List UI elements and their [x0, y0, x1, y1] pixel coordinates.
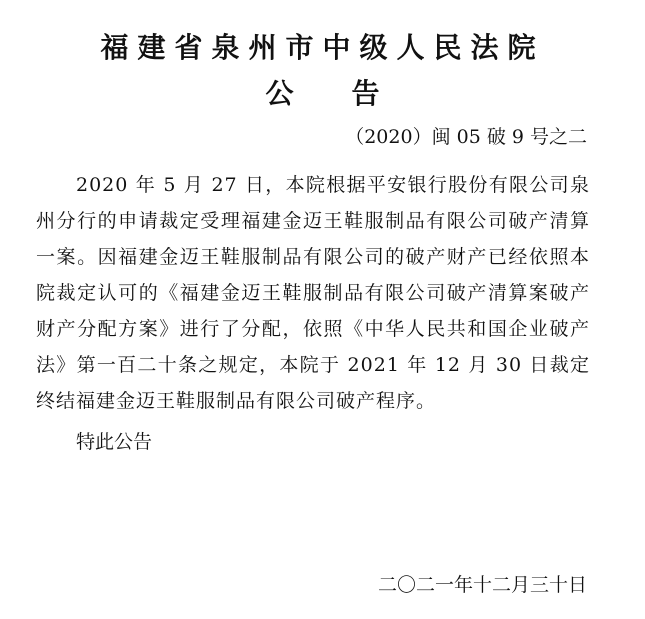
- notice-title: 公告: [265, 77, 438, 110]
- issue-date: 二〇二一年十二月三十日: [377, 574, 587, 596]
- closing-statement: 特此公告: [76, 431, 153, 453]
- court-name: 福建省泉州市中级人民法院: [100, 31, 545, 64]
- notice-body: 2020 年 5 月 27 日，本院根据平安银行股份有限公司泉州分行的申请裁定受理福建金迈王鞋服制品有限公司破产清算一案。因福建金迈王鞋服制品有限公司的破产财产已经依照本院裁定认可的《福建金迈王鞋服制品有限公司破产清算案破产财产分配方案》进行了分配，依照《中华人民共和国企业破产法》第一百二十条之规定，本院于 2021 年 12 月 30 日裁定终结福建金迈王鞋服制品有限公司破产程序。: [36, 174, 590, 412]
- case-number: （2020）闽 05 破 9 号之二: [345, 126, 587, 148]
